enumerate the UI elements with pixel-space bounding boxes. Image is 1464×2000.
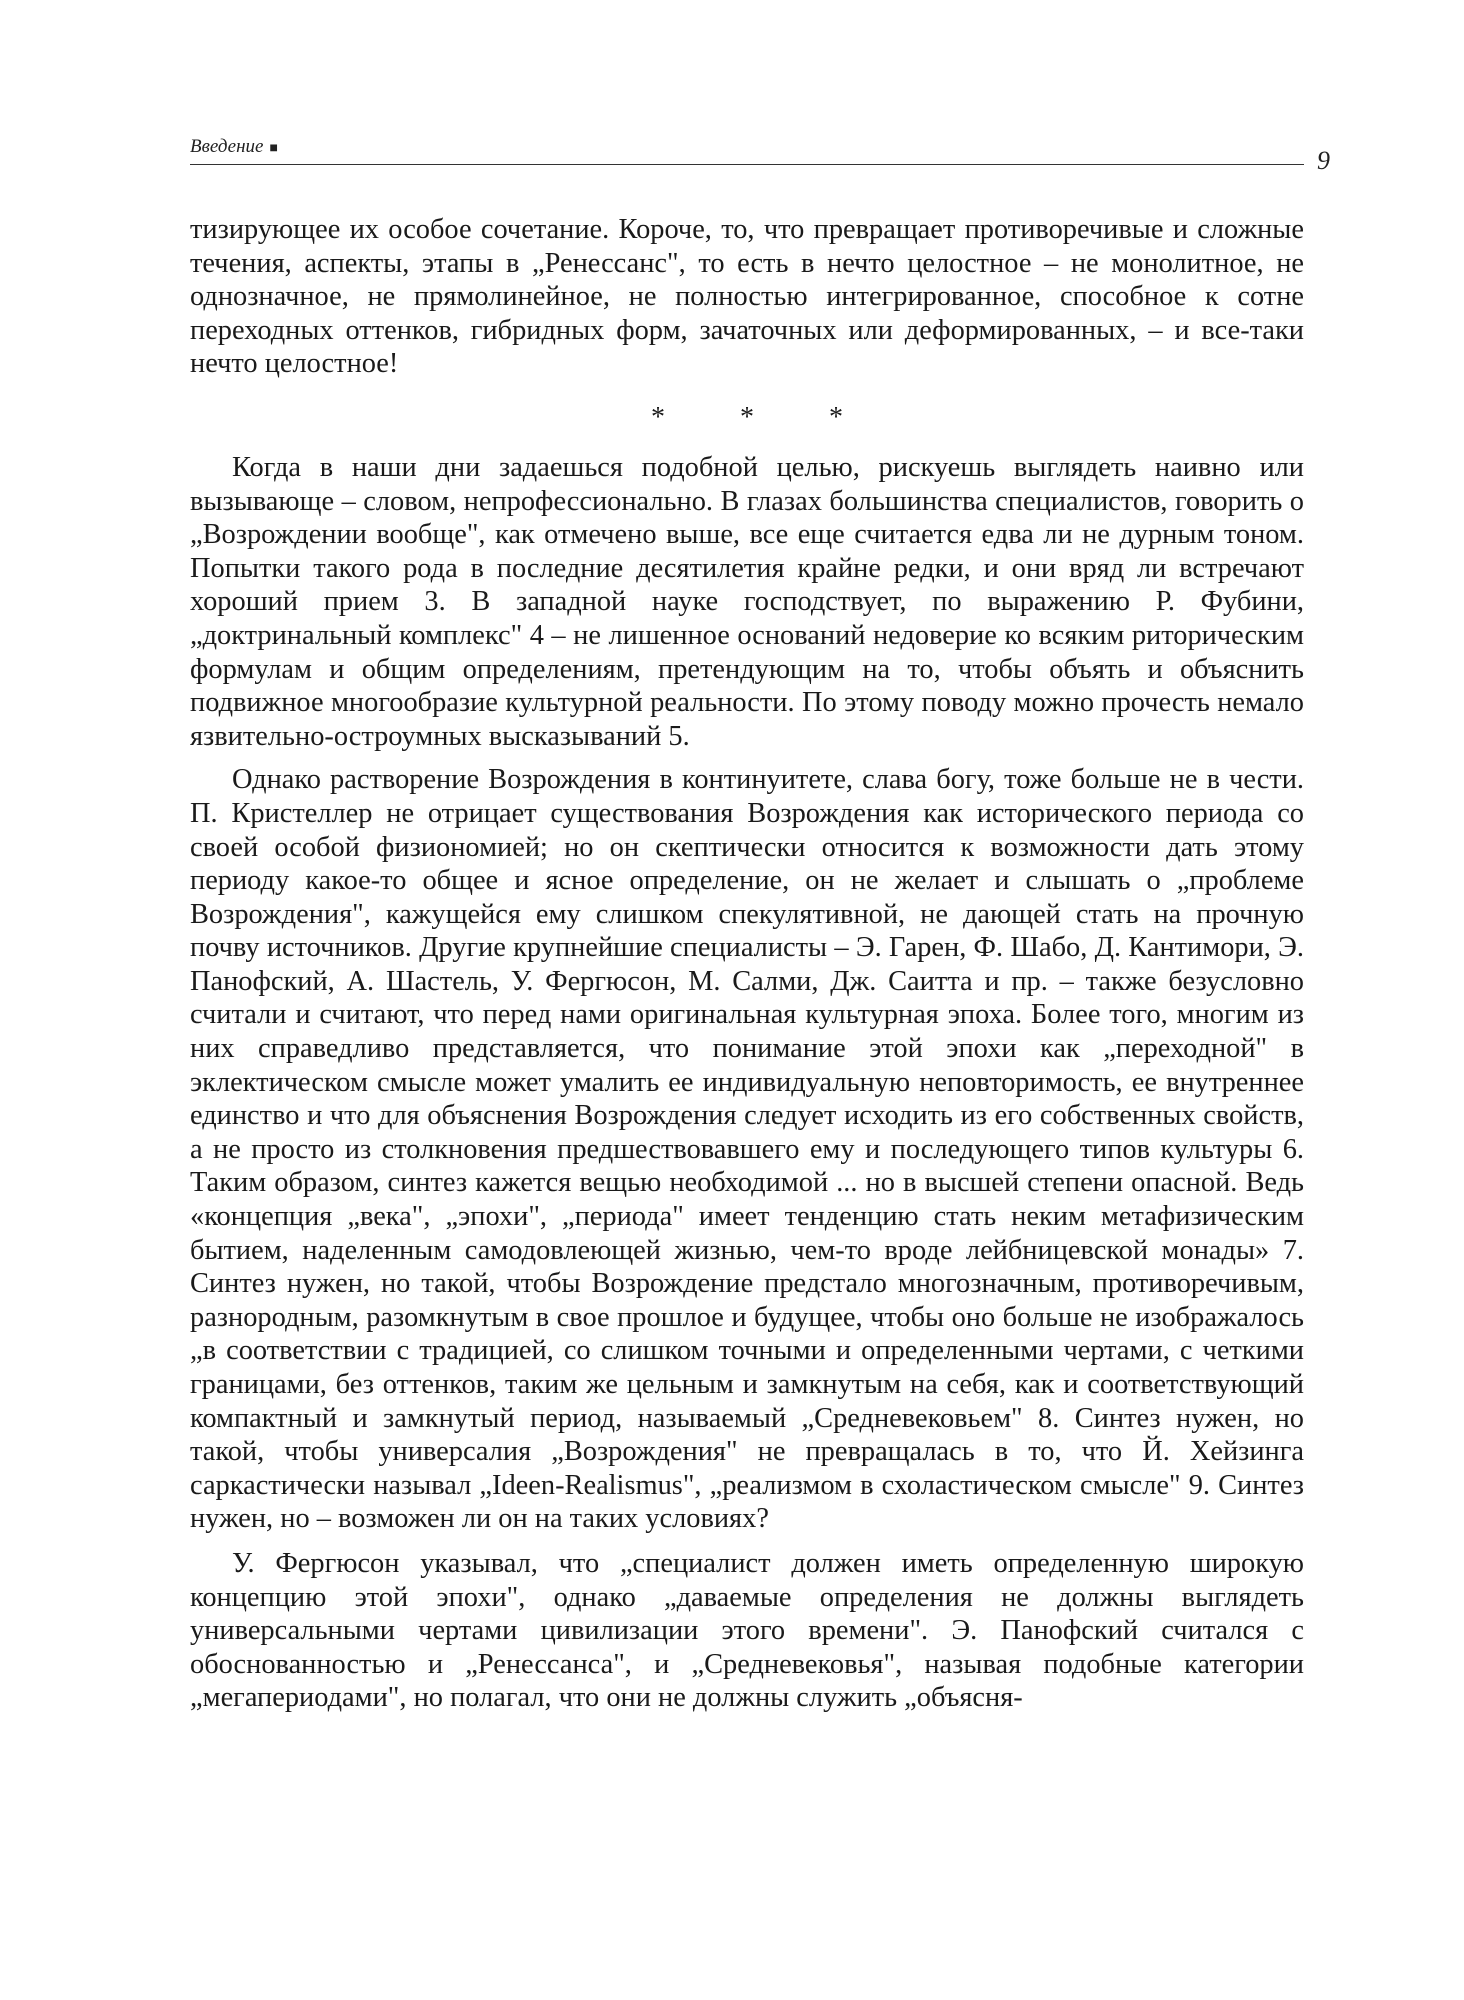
paragraph: У. Фергюсон указывал, что „специалист должен иметь определенную широкую концепцию этой эпохи", однако „даваемые определения не должны выглядеть универсальными чертами цивилизации этого времени". Э. Панофский считался с обоснованностью и „Ренессанса", и „Средневековья", называя подобные категории „мегапериодами", но полагал, что они не должны служить „объясня-	[190, 1547, 1304, 1714]
running-head	[190, 134, 1328, 174]
section-separator: * * *	[651, 401, 877, 433]
paragraph: Когда в наши дни задаешься подобной целью, рискуешь выглядеть наивно или вызывающе – словом, непрофессионально. В глазах большинства специалистов, говорить о „Возрождении вообще", как отмечено выше, все еще считается едва ли не дурным тоном. Попытки такого рода в последние десятилетия крайне редки, и они вряд ли встречают хороший прием 3. В западной науке господствует, по выражению Р. Фубини, „доктринальный комплекс" 4 – не лишенное оснований недоверие ко всяким риторическим формулам и общим определениям, претендующим на то, чтобы объять и объяснить подвижное многообразие культурной реальности. По этому поводу можно прочесть немало язвительно-остроумных высказываний 5.	[190, 451, 1304, 752]
page-number: 9	[1317, 146, 1330, 175]
paragraph-continuation: тизирующее их особое сочетание. Короче, то, что превращает противоречивые и сложные течения, аспекты, этапы в „Ренессанс", то есть в нечто целостное – не монолитное, не однозначное, не прямолинейное, не полностью интегрированное, способное к сотне переходных оттенков, гибридных форм, зачаточных или деформированных, – и все-таки нечто целостное!	[190, 214, 1304, 380]
page-body	[190, 213, 1304, 1715]
section-title: Введение ■	[190, 136, 278, 157]
header-rule	[190, 164, 1304, 165]
square-bullet-icon: ■	[269, 141, 278, 156]
paragraph: Однако растворение Возрождения в континуитете, слава богу, тоже больше не в чести. П. Кристеллер не отрицает существования Возрождения как исторического периода со своей особой физиономией; но он скептически относится к возможности дать этому периоду какое-то общее и ясное определение, он не желает и слышать о „проблеме Возрождения", кажущейся ему слишком спекулятивной, не дающей стать на прочную почву источников. Другие крупнейшие специалисты – Э. Гарен, Ф. Шабо, Д. Кантимори, Э. Панофский, А. Шастель, У. Фергюсон, М. Салми, Дж. Саитта и пр. – также безусловно считали и считают, что перед нами оригинальная культурная эпоха. Более того, многим из них справедливо представляется, что понимание этой эпохи как „переходной" в эклектическом смысле может умалить ее индивидуальную неповторимость, ее внутреннее единство и что для объяснения Возрождения следует исходить из его собственных свойств, а не просто из столкновения предшествовавшего ему и последующего типов культуры 6. Таким образом, синтез кажется вещью необходимой ... но в высшей степени опасной. Ведь «концепция „века", „эпохи", „периода" имеет тенденцию стать неким метафизическим бытием, наделенным самодовлеющей жизнью, чем-то вроде лейбницевской монады» 7. Синтез нужен, но такой, чтобы Возрождение предстало многозначным, противоречивым, разнородным, разомкнутым в свое прошлое и будущее, чтобы оно больше не изображалось „в соответствии с традицией, со слишком точными и определенными чертами, с четкими границами, без оттенков, таким же цельным и замкнутым на себя, как и соответствующий компактный и замкнутый период, называемый „Средневековьем" 8. Синтез нужен, но такой, чтобы универсалия „Возрождения" не превращалась в то, что Й. Хейзинга саркастически называл „Ideen-Realismus", „реализмом в схоластическом смысле" 9. Синтез нужен, но – возможен ли он на таких условиях?	[190, 764, 1304, 1535]
